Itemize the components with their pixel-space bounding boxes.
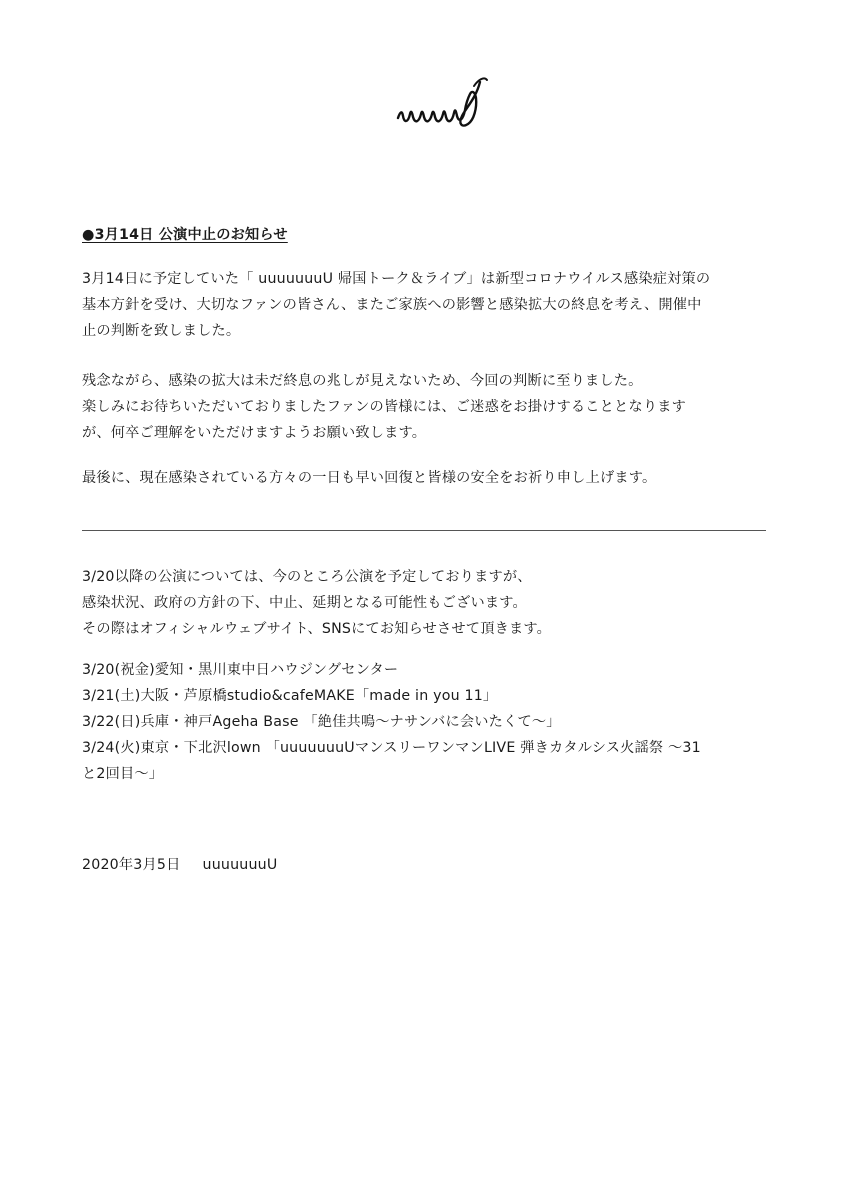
- schedule-item-continued: と2回目〜」: [82, 766, 164, 782]
- artist-logo: [388, 68, 498, 140]
- signature: [82, 852, 772, 878]
- text-line: 最後に、現在感染されている方々の一日も早い回復と皆様の安全をお祈り申し上げます。: [82, 470, 657, 486]
- text-line: 止の判断を致しました。: [82, 323, 241, 339]
- handwritten-logo-icon: [388, 68, 498, 140]
- cancellation-paragraph: [82, 266, 772, 344]
- text-line: 基本方針を受け、大切なファンの皆さん、またご家族への影響と感染拡大の終息を考え、開催中: [82, 297, 702, 313]
- schedule-item: 3/20(祝金)愛知・黒川東中日ハウジングセンター: [82, 662, 399, 678]
- text-line: その際はオフィシャルウェブサイト、SNSにてお知らせさせて頂きます。: [82, 621, 551, 637]
- apology-paragraph: [82, 368, 772, 446]
- text-line: 感染状況、政府の方針の下、中止、延期となる可能性もございます。: [82, 595, 527, 611]
- signature-date: 2020年3月5日: [82, 857, 181, 873]
- schedule-item: 3/22(日)兵庫・神戸Ageha Base 「絶佳共鳴〜ナサンバに会いたくて〜」: [82, 714, 561, 730]
- schedule-item: 3/24(火)東京・下北沢lown 「uuuuuuuUマンスリーワンマンLIVE 弾きカタルシス火謡祭 〜31: [82, 740, 701, 756]
- text-line: 楽しみにお待ちいただいておりましたファンの皆様には、ご迷惑をお掛けすることとなります: [82, 399, 686, 415]
- future-shows-paragraph: [82, 564, 772, 642]
- signature-name: uuuuuuuU: [202, 857, 278, 873]
- text-line: 3月14日に予定していた「 uuuuuuuU 帰国トーク＆ライブ」は新型コロナウイルス感染症対策の: [82, 271, 711, 287]
- schedule-item: 3/21(土)大阪・芦原橋studio&cafeMAKE「made in you 11」: [82, 688, 498, 704]
- section-divider: [82, 530, 766, 531]
- schedule-list: [82, 657, 772, 787]
- text-line: 残念ながら、感染の拡大は未だ終息の兆しが見えないため、今回の判断に至りました。: [82, 373, 643, 389]
- notice-heading: ●3月14日 公演中止のお知らせ: [82, 227, 288, 243]
- text-line: 3/20以降の公演については、今のところ公演を予定しておりますが、: [82, 569, 532, 585]
- closing-paragraph: [82, 465, 772, 491]
- text-line: が、何卒ご理解をいただけますようお願い致します。: [82, 425, 427, 441]
